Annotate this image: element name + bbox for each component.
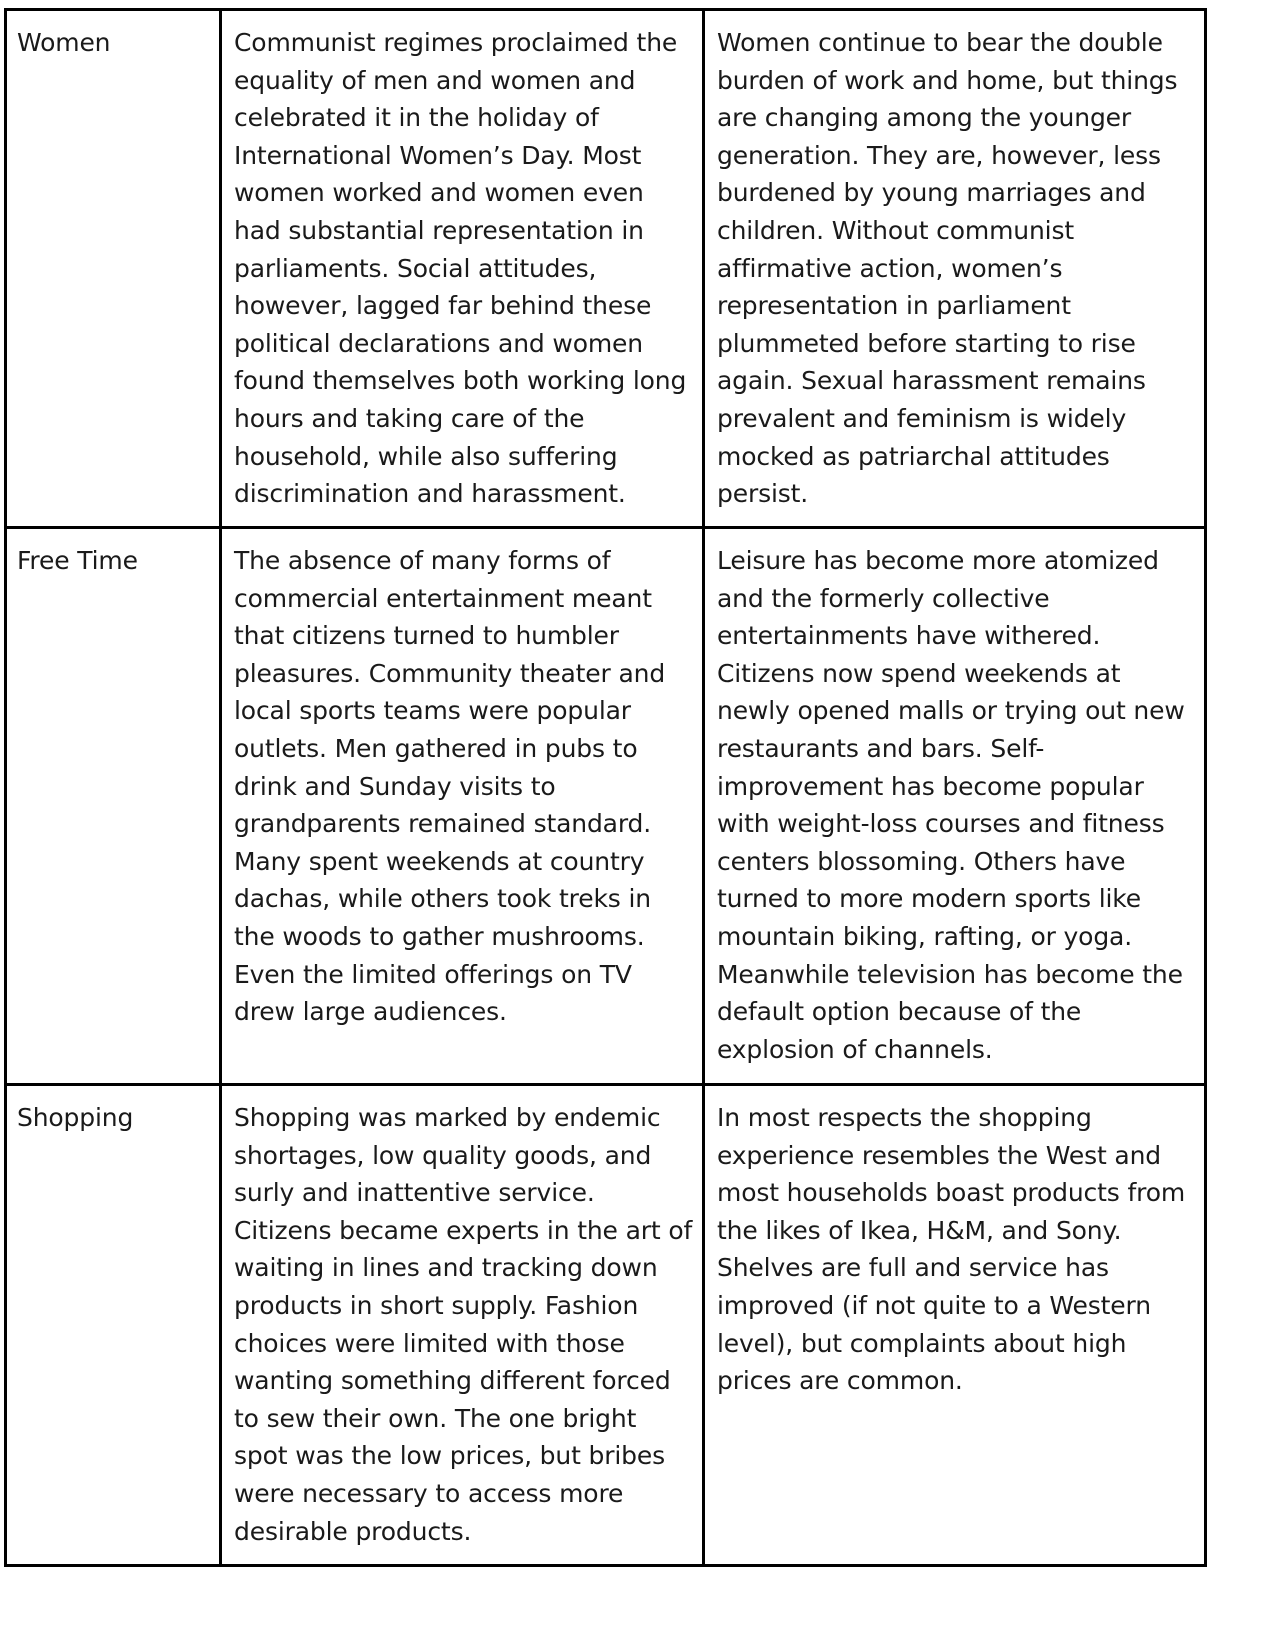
- table-row-free-time: [6, 528, 1206, 1085]
- communist-era-cell: Shopping was marked by endemic shortages, low quality goods, and surly and inattentive service. Citizens became experts in the art of waiting in lines and tracking down products in short supply. Fashion choices were limited with those wanting something different forced to sew their own. The one bright spot was the low prices, but bribes were necessary to access more desirable products.: [221, 1085, 704, 1566]
- topic-cell: Free Time: [6, 528, 221, 1085]
- table-row-shopping: [6, 1085, 1206, 1566]
- communist-era-cell: The absence of many forms of commercial entertainment meant that citizens turned to humbler pleasures. Community theater and local sports teams were popular outlets. Men gathered in pubs to drink and Sunday visits to grandparents remained standard. Many spent weekends at country dachas, while others took treks in the woods to gather mushrooms. Even the limited offerings on TV drew large audiences.: [221, 528, 704, 1085]
- post-communist-cell: Leisure has become more atomized and the formerly collective entertainments have withered. Citizens now spend weekends at newly opened malls or trying out new restaurants and bars. Self-improvement has become popular with weight-loss courses and fitness centers blossoming. Others have turned to more modern sports like mountain biking, rafting, or yoga. Meanwhile television has become the default option because of the explosion of channels.: [704, 528, 1206, 1085]
- topic-cell: Shopping: [6, 1085, 221, 1566]
- topic-cell: Women: [6, 10, 221, 528]
- post-communist-cell: In most respects the shopping experience resembles the West and most households boast products from the likes of Ikea, H&M, and Sony. Shelves are full and service has improved (if not quite to a Western level), but complaints about high prices are common.: [704, 1085, 1206, 1566]
- communist-era-cell: Communist regimes proclaimed the equality of men and women and celebrated it in the holiday of International Women’s Day. Most women worked and women even had substantial representation in parliaments. Social attitudes, however, lagged far behind these political declarations and women found themselves both working long hours and taking care of the household, while also suffering discrimination and harassment.: [221, 10, 704, 528]
- post-communist-cell: Women continue to bear the double burden of work and home, but things are changing among the younger generation. They are, however, less burdened by young marriages and children. Without communist affirmative action, women’s representation in parliament plummeted before starting to rise again. Sexual harassment remains prevalent and feminism is widely mocked as patriarchal attitudes persist.: [704, 10, 1206, 528]
- table-row-women: [6, 10, 1206, 528]
- comparison-table: [4, 8, 1207, 1567]
